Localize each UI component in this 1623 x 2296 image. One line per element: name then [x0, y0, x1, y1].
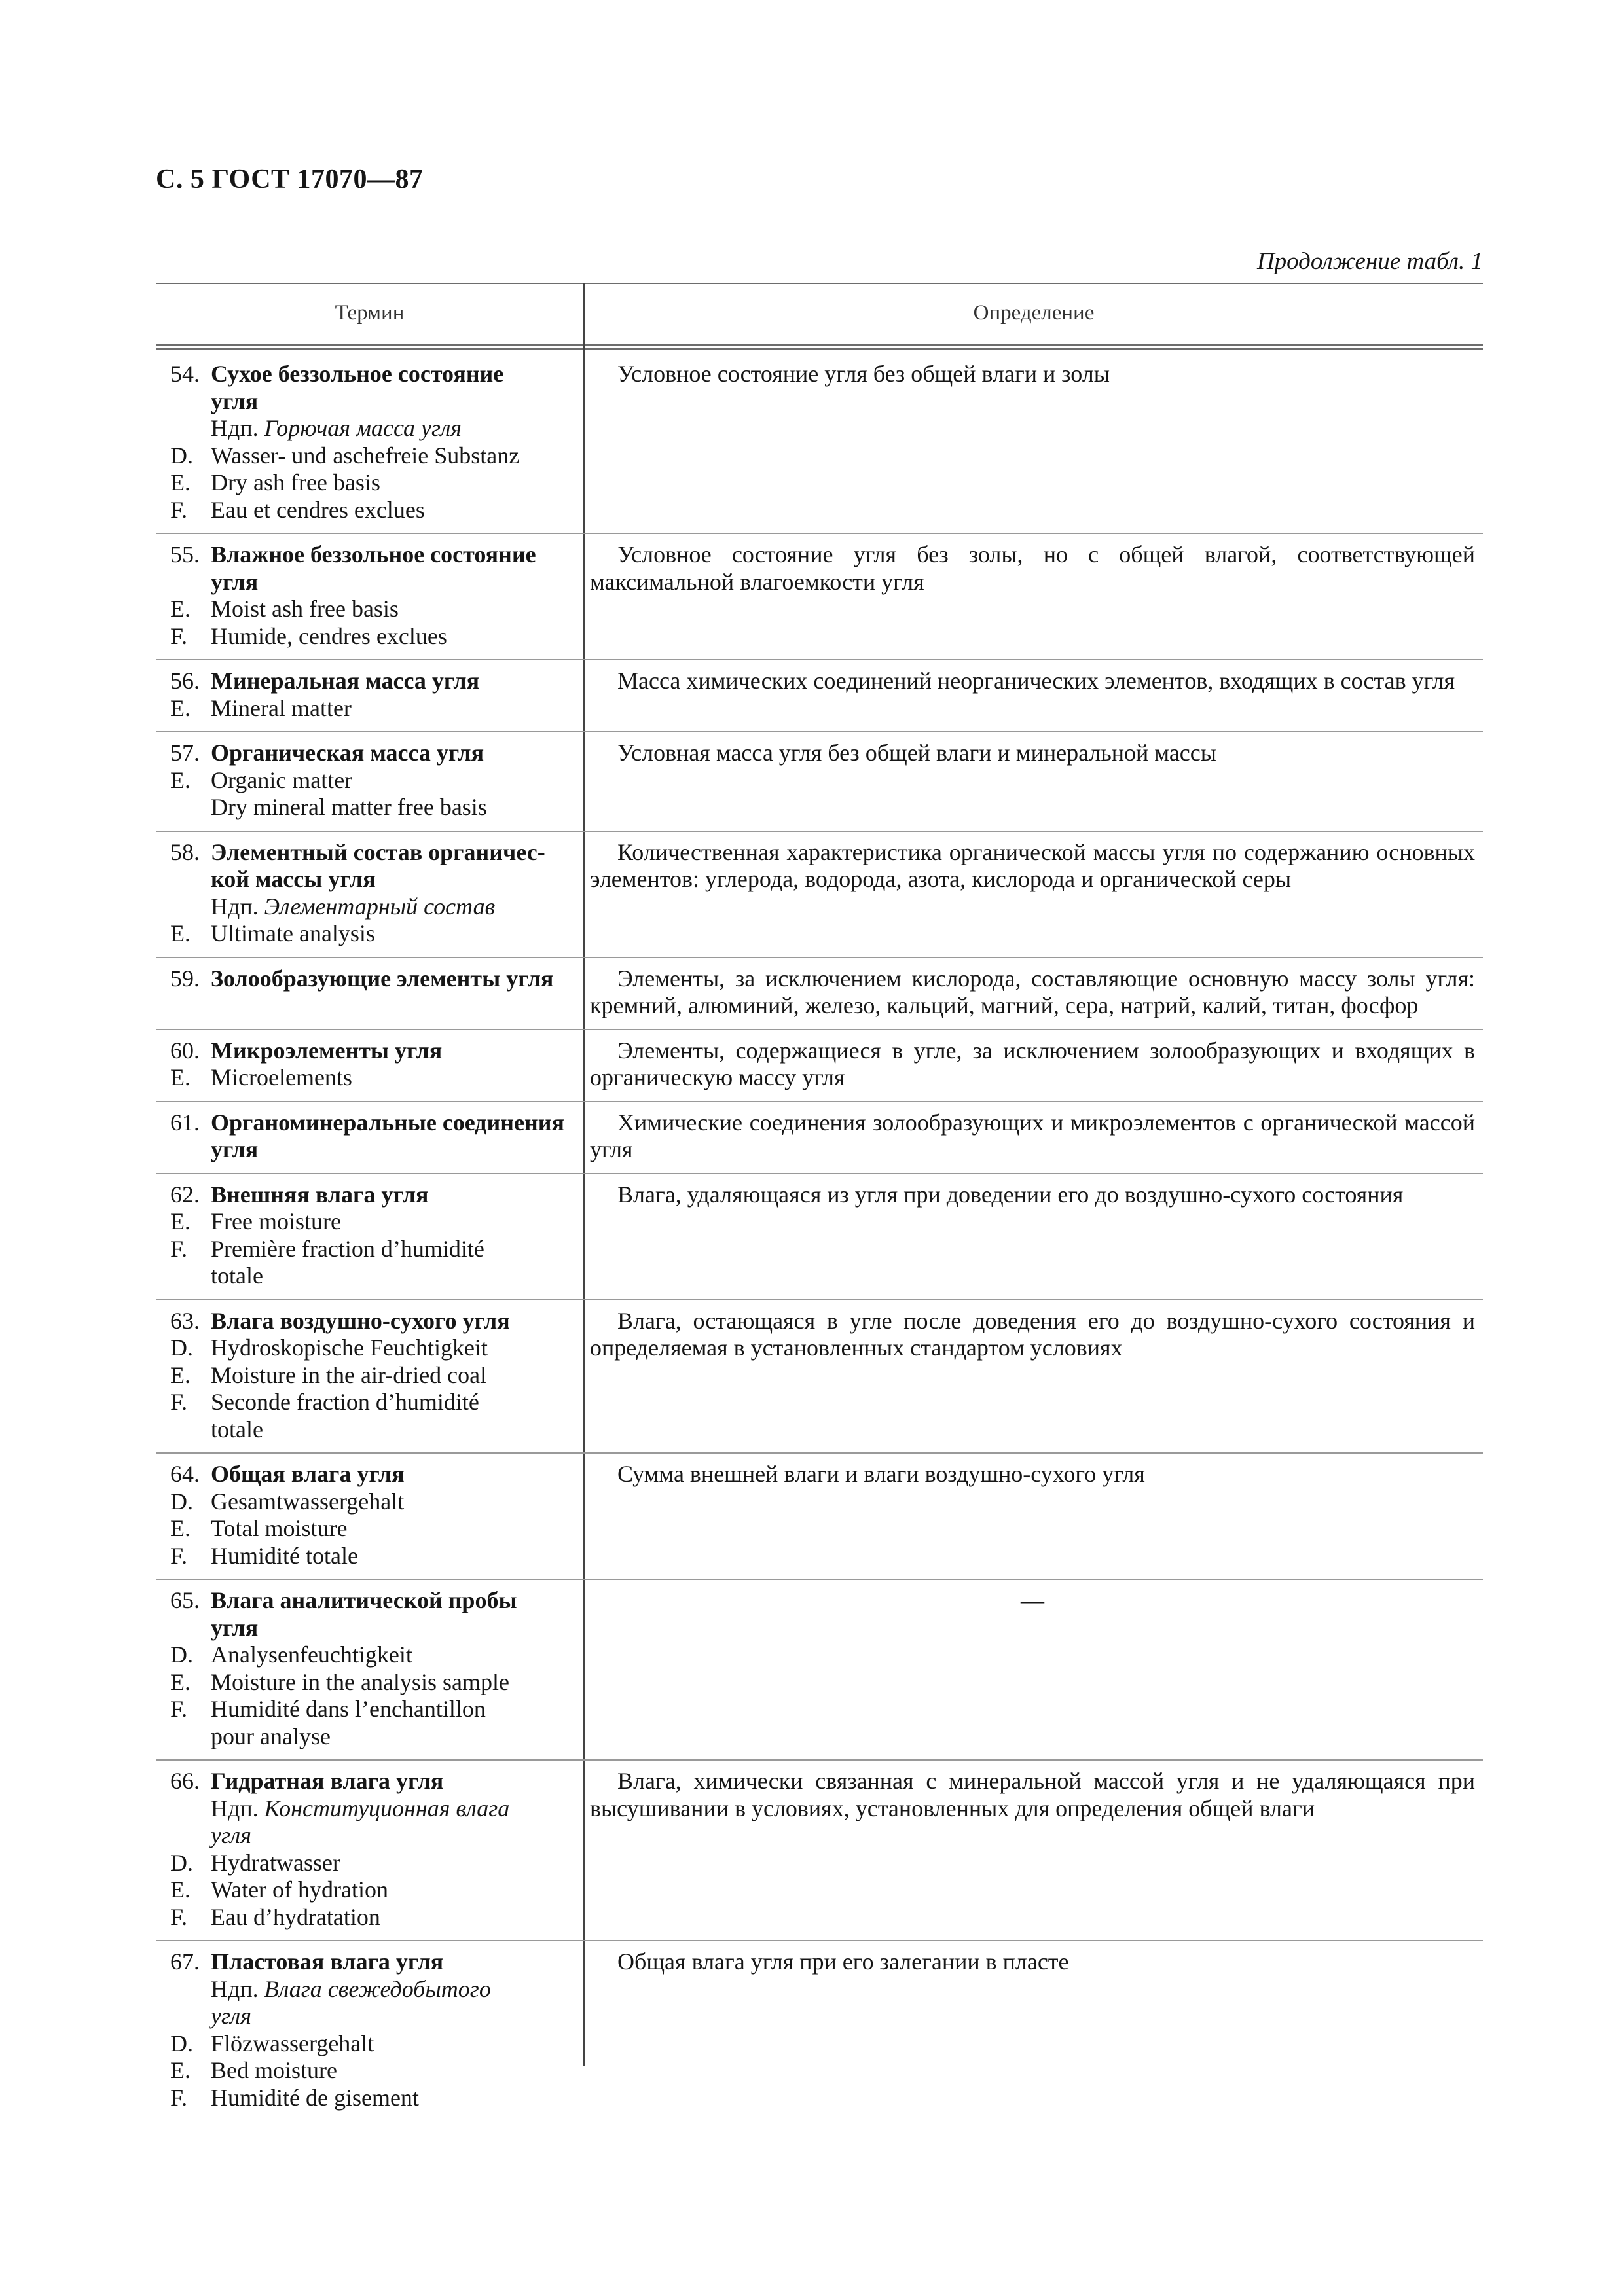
- term-title: [170, 1109, 581, 1137]
- table-row: [156, 1029, 1483, 1101]
- definition-text: Условное состояние угля без золы, но с общей влагой, соответствующей максимальной влагоемкости угля: [590, 541, 1475, 595]
- table-continuation-label: Продолжение табл. 1: [1256, 248, 1483, 275]
- term-title: [170, 541, 581, 569]
- line-text: Wasser- und aschefreie Substanz: [211, 442, 520, 469]
- line-text: Moisture in the analysis sample: [211, 1668, 509, 1695]
- table-row: [156, 831, 1483, 957]
- table-row: [156, 731, 1483, 831]
- line-marker: E.: [170, 1064, 191, 1090]
- ndp-line: [170, 1976, 581, 2003]
- line-marker: [170, 1976, 211, 2003]
- line-marker: 66.: [170, 1768, 200, 1794]
- line-marker: 62.: [170, 1181, 200, 1208]
- line-marker: D.: [170, 1488, 193, 1515]
- line-text: Минеральная масса угля: [211, 668, 480, 694]
- line-marker: 57.: [170, 740, 200, 766]
- term-title: [170, 839, 581, 867]
- definition-text: Элементы, содержащиеся в угле, за исключением золообразующих и входящих в органическую массу угля: [590, 1037, 1475, 1090]
- line-text: Humide, cendres exclues: [211, 622, 447, 649]
- term-cell: [156, 1948, 583, 2111]
- line-text: Eau d’hydratation: [211, 1903, 380, 1930]
- line-text: Золообразующие элементы угля: [211, 965, 554, 992]
- foreign-equivalent: [170, 623, 581, 651]
- column-header-term: Термин: [335, 301, 405, 325]
- foreign-equivalent: [170, 2057, 581, 2085]
- definition-text: Масса химических соединений неорганических элементов, входящих в состав угля: [617, 668, 1455, 694]
- line-marker: F.: [170, 1696, 188, 1722]
- line-marker: 61.: [170, 1109, 200, 1136]
- line-text: totale: [211, 1416, 263, 1443]
- line-text: Dry ash free basis: [211, 469, 380, 495]
- line-text: Влага аналитической пробы: [211, 1587, 517, 1613]
- foreign-equivalent: [170, 1696, 581, 1723]
- line-text: Гидратная влага угля: [211, 1768, 444, 1794]
- term-title: [170, 668, 581, 695]
- table-row: [156, 533, 1483, 659]
- term-cell: [156, 361, 583, 524]
- foreign-equivalent: [170, 469, 581, 497]
- foreign-equivalent: [170, 1515, 581, 1543]
- foreign-equivalent: [170, 1488, 581, 1516]
- table-row: [156, 1759, 1483, 1940]
- line-text: Mineral matter: [211, 694, 352, 721]
- term-title: [170, 965, 581, 993]
- foreign-equivalent: [170, 1669, 581, 1696]
- definition-cell: [583, 1461, 1483, 1570]
- term-title: [170, 1181, 581, 1209]
- line-text: Première fraction d’humidité: [211, 1235, 484, 1262]
- definition-cell: [583, 839, 1483, 948]
- line-marker: D.: [170, 442, 193, 469]
- line-text: Bed moisture: [211, 2057, 337, 2083]
- definition-text: Условная масса угля без общей влаги и минеральной массы: [617, 740, 1216, 766]
- line-marker: [170, 1795, 211, 1823]
- line-text: Элементный состав органичес-: [211, 838, 545, 865]
- term-cell: [156, 1587, 583, 1750]
- line-text: Ultimate analysis: [211, 920, 375, 946]
- ndp-term: Влага свежедобытого: [264, 1975, 491, 2002]
- line-text: [211, 1795, 581, 1823]
- definition-cell: [583, 1181, 1483, 1290]
- line-text: Сухое беззольное состояние: [211, 361, 504, 387]
- definition-cell: [583, 740, 1483, 821]
- table-row: [156, 1940, 1483, 2121]
- line-text: Микроэлементы угля: [211, 1037, 443, 1064]
- definition-cell: [583, 1948, 1483, 2111]
- table-row: [156, 1101, 1483, 1173]
- line-text: Total moisture: [211, 1515, 348, 1541]
- line-text: Microelements: [211, 1064, 352, 1090]
- line-marker: F.: [170, 1235, 188, 1262]
- foreign-equivalent: [170, 767, 581, 795]
- foreign-equivalent: [170, 794, 581, 821]
- foreign-equivalent: [170, 1641, 581, 1669]
- line-marker: 64.: [170, 1461, 200, 1487]
- foreign-equivalent: [170, 497, 581, 524]
- foreign-equivalent: [170, 1064, 581, 1092]
- ndp-label: Ндп.: [211, 1975, 259, 2002]
- line-marker: 67.: [170, 1948, 200, 1975]
- line-marker: 63.: [170, 1307, 200, 1334]
- line-marker: [170, 388, 211, 416]
- foreign-equivalent: [170, 596, 581, 623]
- term-cell: [156, 1308, 583, 1444]
- line-text: pour analyse: [211, 1723, 331, 1749]
- foreign-equivalent: [170, 1850, 581, 1877]
- table-row: [156, 1299, 1483, 1453]
- ndp-label: Ндп.: [211, 1795, 259, 1821]
- term-cell: [156, 965, 583, 1020]
- ndp-term: угля: [211, 1822, 251, 1848]
- term-title-continued: [170, 388, 581, 416]
- line-marker: E.: [170, 1208, 191, 1234]
- line-marker: [170, 1136, 211, 1164]
- definition-text: Элементы, за исключением кислорода, составляющие основную массу золы угля: кремний, алюминий, железо, кальций, магний, сера, натрий, калий, титан, фосфор: [590, 965, 1475, 1018]
- ndp-term: Элементарный состав: [264, 893, 496, 920]
- term-cell: [156, 1037, 583, 1092]
- line-marker: E.: [170, 920, 191, 946]
- line-marker: 55.: [170, 541, 200, 567]
- line-marker: [170, 1822, 211, 1850]
- definition-text: Влага, удаляющаяся из угля при доведении его до воздушно-сухого состояния: [617, 1181, 1404, 1208]
- line-marker: E.: [170, 596, 191, 622]
- foreign-equivalent: [170, 1236, 581, 1263]
- foreign-equivalent: [170, 1335, 581, 1362]
- definition-text: Общая влага угля при его залегании в пласте: [617, 1948, 1069, 1975]
- term-title: [170, 1768, 581, 1795]
- line-marker: [170, 1723, 211, 1751]
- line-marker: [170, 866, 211, 893]
- line-marker: [170, 569, 211, 596]
- line-text: Gesamtwassergehalt: [211, 1488, 405, 1515]
- line-text: Humidité de gisement: [211, 2084, 419, 2111]
- term-title: [170, 1461, 581, 1488]
- line-marker: E.: [170, 2057, 191, 2083]
- line-text: [211, 893, 581, 921]
- line-text: Eau et cendres exclues: [211, 496, 425, 523]
- line-marker: 58.: [170, 838, 200, 865]
- ndp-line: [170, 1795, 581, 1823]
- table-top-rule: [156, 283, 1483, 284]
- term-cell: [156, 1768, 583, 1931]
- line-text: Hydroskopische Feuchtigkeit: [211, 1335, 488, 1361]
- line-text: [211, 1822, 581, 1850]
- line-text: Analysenfeuchtigkeit: [211, 1641, 412, 1668]
- line-text: угля: [211, 387, 259, 414]
- line-text: Влага воздушно-сухого угля: [211, 1307, 510, 1334]
- term-title: [170, 1308, 581, 1335]
- line-marker: 56.: [170, 668, 200, 694]
- line-text: Hydratwasser: [211, 1849, 340, 1876]
- term-title: [170, 1587, 581, 1615]
- term-title-continued: [170, 866, 581, 893]
- term-cell: [156, 1109, 583, 1164]
- table-row: [156, 659, 1483, 731]
- table-row: [156, 1173, 1483, 1299]
- definition-text: Условное состояние угля без общей влаги и золы: [617, 361, 1110, 387]
- term-title: [170, 740, 581, 767]
- definition-cell: [583, 1037, 1483, 1092]
- definition-text: Количественная характеристика органической массы угля по содержанию основных элементов: углерода, водорода, азота, кислорода и органической серы: [590, 838, 1475, 892]
- line-text: Humidité dans l’enchantillon: [211, 1696, 486, 1722]
- line-text: [211, 1976, 581, 2003]
- line-text: Humidité totale: [211, 1542, 358, 1569]
- definition-cell: [583, 1109, 1483, 1164]
- definition-cell: [583, 965, 1483, 1020]
- line-text: Organic matter: [211, 766, 353, 793]
- line-text: угля: [211, 1136, 259, 1162]
- line-marker: E.: [170, 1361, 191, 1388]
- definition-cell: [583, 1587, 1483, 1750]
- line-marker: 54.: [170, 361, 200, 387]
- line-text: Пластовая влага угля: [211, 1948, 444, 1975]
- line-text: Dry mineral matter free basis: [211, 794, 487, 820]
- foreign-equivalent: [170, 1263, 581, 1290]
- line-text: [211, 415, 581, 442]
- term-title-continued: [170, 1615, 581, 1642]
- term-cell: [156, 839, 583, 948]
- table-row: [156, 1579, 1483, 1759]
- line-marker: [170, 893, 211, 921]
- definition-cell: [583, 361, 1483, 524]
- foreign-equivalent: [170, 1543, 581, 1570]
- ndp-term: Горючая масса угля: [264, 415, 462, 441]
- line-marker: D.: [170, 2030, 193, 2056]
- line-marker: D.: [170, 1849, 193, 1876]
- line-marker: F.: [170, 1903, 188, 1930]
- table-row: [156, 957, 1483, 1029]
- term-cell: [156, 1461, 583, 1570]
- foreign-equivalent: [170, 442, 581, 470]
- definition-cell: [583, 668, 1483, 722]
- foreign-equivalent: [170, 1904, 581, 1931]
- line-text: Влажное беззольное состояние: [211, 541, 536, 567]
- line-marker: 59.: [170, 965, 200, 992]
- line-text: Flözwassergehalt: [211, 2030, 374, 2056]
- term-title: [170, 1037, 581, 1065]
- line-text: [211, 2003, 581, 2030]
- line-marker: F.: [170, 496, 188, 523]
- term-title: [170, 1948, 581, 1976]
- foreign-equivalent: [170, 1389, 581, 1416]
- ndp-line: [170, 893, 581, 921]
- foreign-equivalent: [170, 1208, 581, 1236]
- definition-text: Влага, остающаяся в угле после доведения его до воздушно-сухого состояния и определяемая в установленных стандартом условиях: [590, 1307, 1475, 1361]
- line-marker: D.: [170, 1641, 193, 1668]
- line-marker: F.: [170, 2084, 188, 2111]
- header-rule-double: [156, 348, 1483, 350]
- ndp-line: [170, 2003, 581, 2030]
- line-marker: E.: [170, 766, 191, 793]
- header-rule: [156, 344, 1483, 346]
- foreign-equivalent: [170, 1723, 581, 1751]
- foreign-equivalent: [170, 1416, 581, 1444]
- line-marker: E.: [170, 1515, 191, 1541]
- line-marker: [170, 2003, 211, 2030]
- line-marker: F.: [170, 1542, 188, 1569]
- column-header-definition: Определение: [973, 301, 1095, 325]
- line-text: Внешняя влага угля: [211, 1181, 429, 1208]
- term-title-continued: [170, 569, 581, 596]
- line-marker: [170, 794, 211, 821]
- line-marker: F.: [170, 1389, 188, 1415]
- term-cell: [156, 668, 583, 722]
- term-cell: [156, 1181, 583, 1290]
- definition-cell: [583, 1768, 1483, 1931]
- term-cell: [156, 740, 583, 821]
- line-marker: [170, 415, 211, 442]
- foreign-equivalent: [170, 1876, 581, 1904]
- line-marker: [170, 1416, 211, 1444]
- line-text: кой массы угля: [211, 866, 376, 892]
- definition-cell: [583, 1308, 1483, 1444]
- definition-text: Химические соединения золообразующих и микроэлементов с органической массой угля: [590, 1109, 1475, 1162]
- line-marker: E.: [170, 469, 191, 495]
- line-text: Moisture in the air-dried coal: [211, 1361, 487, 1388]
- foreign-equivalent: [170, 695, 581, 723]
- line-marker: E.: [170, 1668, 191, 1695]
- ndp-line: [170, 1822, 581, 1850]
- definition-cell: [583, 541, 1483, 650]
- foreign-equivalent: [170, 1362, 581, 1390]
- line-text: угля: [211, 1614, 259, 1641]
- ndp-line: [170, 415, 581, 442]
- ndp-term: Конституционная влага: [264, 1795, 510, 1821]
- line-marker: [170, 1263, 211, 1290]
- table-row: [156, 353, 1483, 533]
- line-marker: [170, 1615, 211, 1642]
- line-text: Seconde fraction d’humidité: [211, 1389, 479, 1415]
- definition-text: Сумма внешней влаги и влаги воздушно-сухого угля: [617, 1461, 1145, 1487]
- line-marker: E.: [170, 1876, 191, 1903]
- line-text: Органическая масса угля: [211, 740, 484, 766]
- term-title-continued: [170, 1136, 581, 1164]
- line-text: Органоминеральные соединения: [211, 1109, 564, 1136]
- ndp-label: Ндп.: [211, 415, 259, 441]
- line-text: угля: [211, 568, 259, 595]
- line-marker: 65.: [170, 1587, 200, 1613]
- definition-text: Влага, химически связанная с минеральной массой угля и не удаляющаяся при высушивании в условиях, установленных для определения общей влаги: [590, 1768, 1475, 1821]
- line-text: Moist ash free basis: [211, 596, 399, 622]
- line-marker: F.: [170, 622, 188, 649]
- foreign-equivalent: [170, 2030, 581, 2058]
- foreign-equivalent: [170, 920, 581, 948]
- page-header: С. 5 ГОСТ 17070—87: [156, 164, 424, 194]
- ndp-term: угля: [211, 2003, 251, 2029]
- line-marker: D.: [170, 1335, 193, 1361]
- ndp-label: Ндп.: [211, 893, 259, 920]
- definition-dash: —: [1021, 1587, 1044, 1613]
- line-marker: E.: [170, 694, 191, 721]
- table-body: [156, 353, 1483, 2121]
- line-text: totale: [211, 1263, 263, 1289]
- line-text: Water of hydration: [211, 1876, 389, 1903]
- term-title: [170, 361, 581, 388]
- term-cell: [156, 541, 583, 650]
- foreign-equivalent: [170, 2085, 581, 2112]
- line-text: Free moisture: [211, 1208, 341, 1234]
- table-row: [156, 1452, 1483, 1579]
- line-marker: 60.: [170, 1037, 200, 1064]
- line-text: Общая влага угля: [211, 1461, 405, 1487]
